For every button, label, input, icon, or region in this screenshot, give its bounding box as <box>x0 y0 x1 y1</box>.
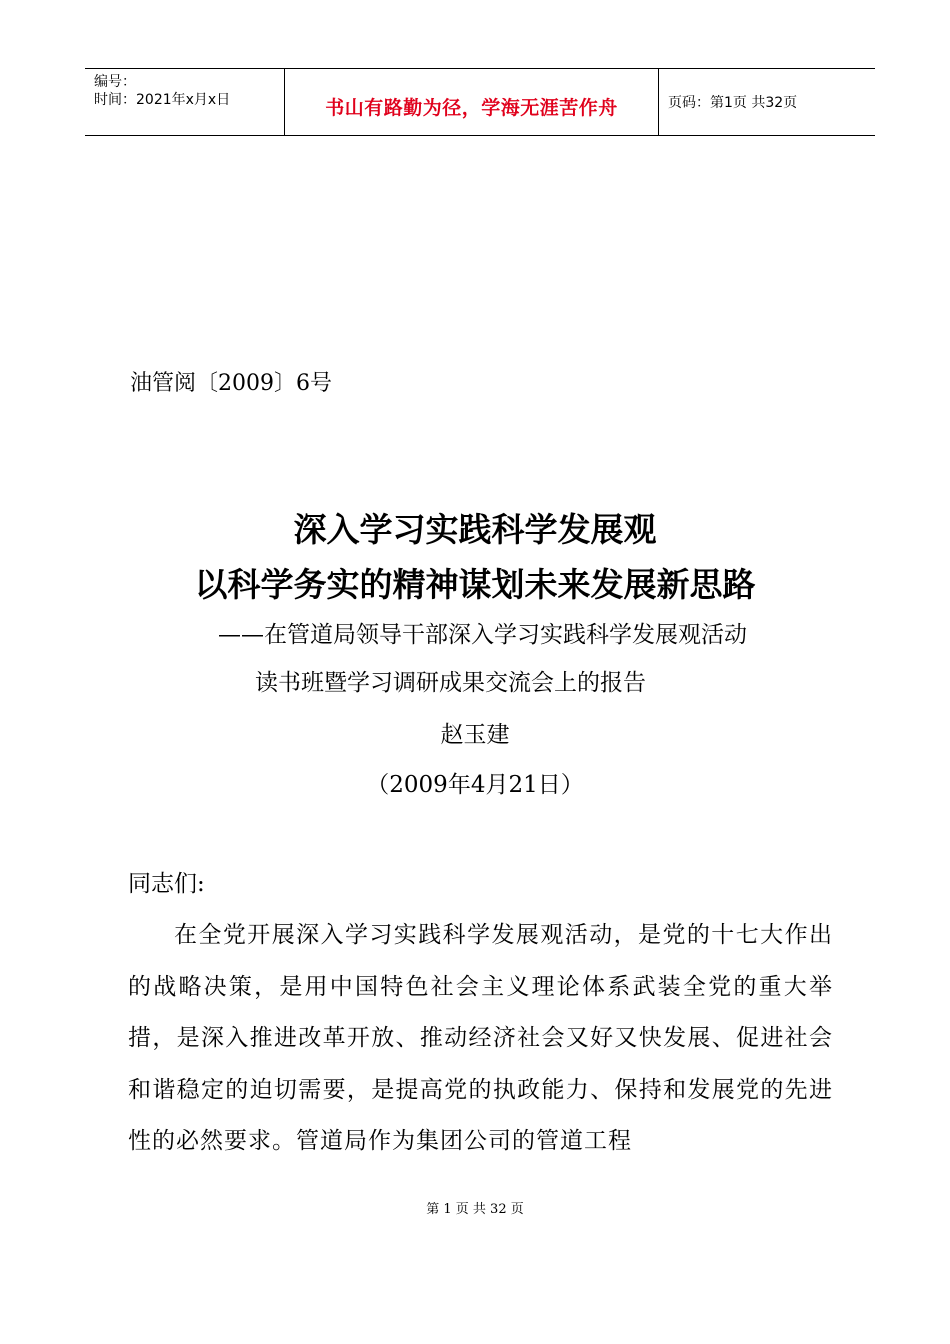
number-label: 编号： <box>94 74 136 90</box>
subtitle-line-2: 读书班暨学习调研成果交流会上的报告 <box>255 670 646 696</box>
page-header-table <box>85 68 875 136</box>
document-number: 油管阅〔2009〕6号 <box>130 371 332 396</box>
motto: 书山有路勤为径，学海无涯苦作舟 <box>325 97 618 119</box>
report-date: （2009年4月21日） <box>366 772 584 798</box>
subtitle-line-1: ——在管道局领导干部深入学习实践科学发展观活动 <box>218 622 747 648</box>
header-motto-cell <box>285 69 659 135</box>
body-paragraph: 在全党开展深入学习实践科学发展观活动，是党的十七大作出的战略决策，是用中国特色社会主义理论体系武装全党的重大举措，是深入推进改革开放、推动经济社会又好又快发展、促进社会和谐稳定的迫切需要，是提高党的执政能力、保持和发展党的先进性的必然要求。管道局作为集团公司的管道工程 <box>128 922 833 1154</box>
header-meta-cell <box>85 69 285 135</box>
author-name: 赵玉建 <box>440 722 510 748</box>
title-line-2: 以科学务实的精神谋划未来发展新思路 <box>194 565 756 604</box>
time-label: 时间：2021年x月x日 <box>94 92 231 108</box>
greeting: 同志们: <box>128 871 205 897</box>
header-page-label: 页码：第1页 共32页 <box>668 95 798 111</box>
title-line-1: 深入学习实践科学发展观 <box>293 510 657 549</box>
page-footer: 第 1 页 共 32 页 <box>426 1202 524 1217</box>
header-page-cell <box>659 69 875 135</box>
